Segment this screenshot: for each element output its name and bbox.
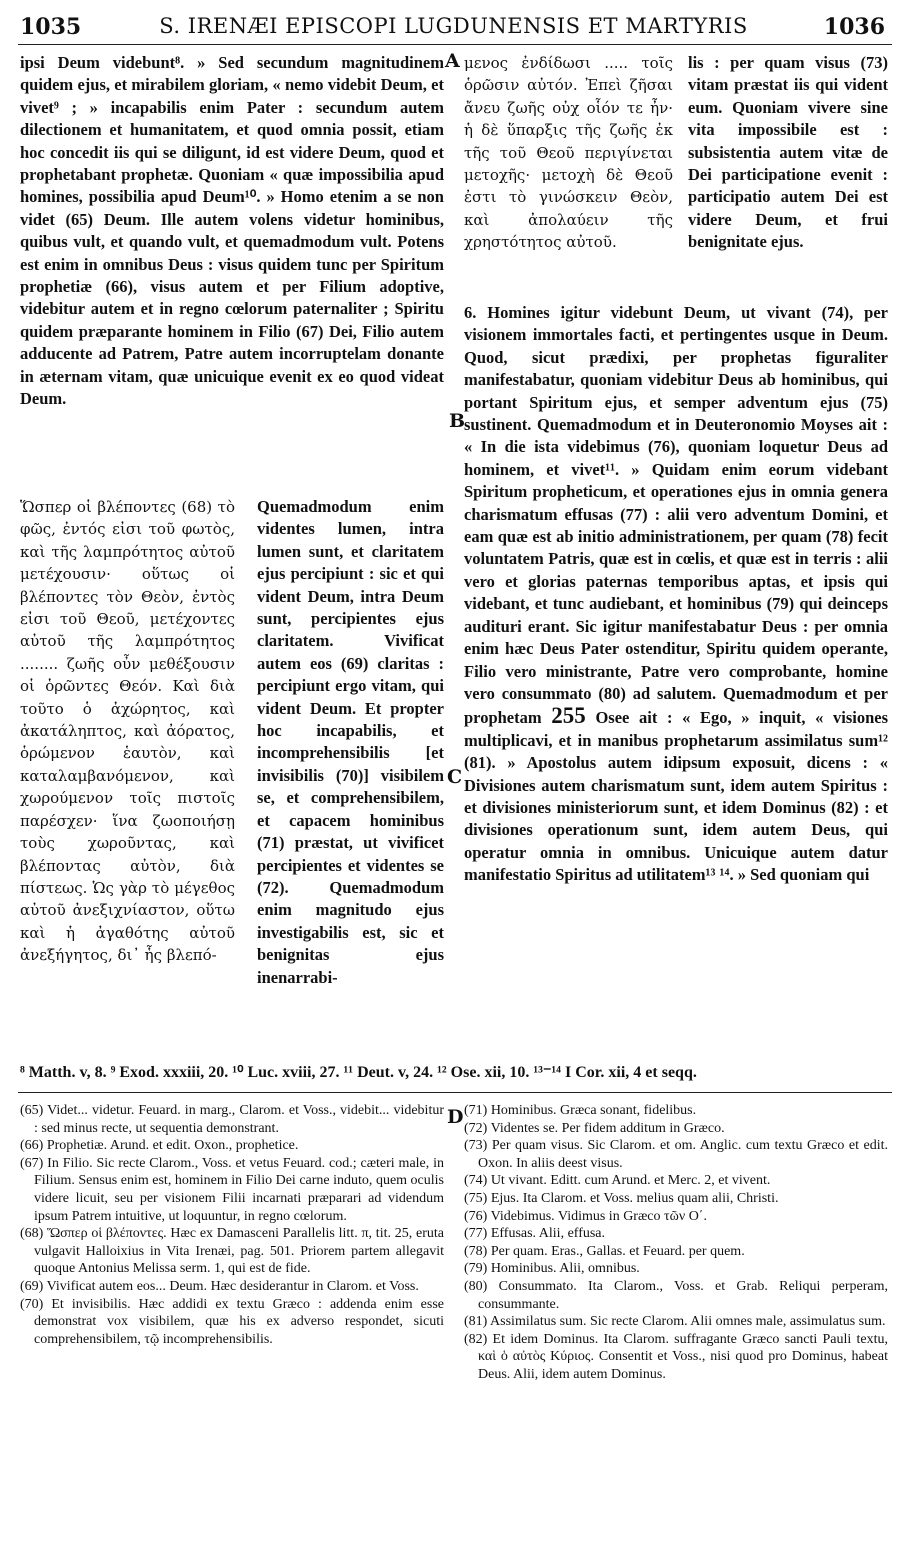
footnote: (68) Ὥσπερ οἱ βλέποντες. Hæc ex Damasceni Parallelis litt. π, tit. 25, eruta vulgavit Halloixius in Vita Irenæi, pag. 501. Priorem partem allegavit quoque Antonius Melissa serm. 1, qui est de fide. [20, 1226, 444, 1277]
scripture-references: ⁸ Matth. v, 8. ⁹ Exod. xxxiii, 20. ¹⁰ Luc. xviii, 27. ¹¹ Deut. v, 24. ¹² Ose. xii, 10. ¹³⁻¹⁴ I Cor. xii, 4 et seqq. [20, 1064, 697, 1081]
footnote: (82) Et idem Dominus. Ita Clarom. suffragante Græco sancti Pauli textu, καὶ ὁ αὐτὸς Κύριος. Consentit et Voss., nisi quod pro Dominus, habeat Deus. Alii, idem autem Dominus. [464, 1331, 888, 1382]
footnote: (79) Hominibus. Alii, omnibus. [464, 1261, 640, 1277]
edition-page-marker: 255 [551, 703, 586, 729]
right-main-text [464, 302, 888, 887]
latin-column-middle: Quemadmodum enim videntes lumen, intra lumen sunt, et claritatem ejus percipiunt : sic et qui vident Deum, intra Deum sunt, percipientes ejus claritatem. Vivificat autem eos (69) claritas : percipiunt ergo vitam, qui vident Deum. Et propter hoc incapabilis, et incomprehensibilis [et invisibilis (70)] visibilem se, et comprehensibilem, et capacem hominibus (71) præstat, ut vivificet percipientes et videntes se (72). Quemadmodum enim magnitudo ejus investigabilis est, sic et benignitas ejus inenarrabi- [257, 497, 444, 987]
footnote: (74) Ut vivant. Editt. cum Arund. et Merc. 2, et vivent. [464, 1173, 771, 1189]
footnote: (78) Per quam. Eras., Gallas. et Feuard. per quem. [464, 1243, 745, 1259]
right-main-text-part1: 6. Homines igitur videbunt Deum, ut vivant (74), per visionem immortales facti, et pertingentes usque in Deum. Quod, sicut prædixi, per prophetas figuraliter manifestabatur, quoniam videbitur Deus ab hominibus, qui portant Spiritum ejus, et semper adventum ejus (75) sustinent. Quemadmodum et in Deuteronomio Moyses ait : « In die ista videbimus (76), quoniam loquetur Deus ad hominem, et vivet¹¹. » Quidam enim eorum videbant Spiritum propheticum, et operationes ejus in omnia genera charismatum effusas (77) : alii vero adventum Domini, et eam quæ est ab initio administrationem, per quam (78) fecit voluntatem Patris, quæ est in cœlis, et quæ est in terris : alii vero et glorias paternas temporibus aptas, et ipsis qui videbant, et tunc audiebant, et hominibus (79) qui deinceps audituri erant. Sic igitur manifestabatur Deus : per omnia enim hæc Deus Pater ostenditur, Spiritu quidem operante, Filio vero ministrante, Patre vero comprobante, homine vero consummato (80) ad salutem. Quemadmodum et per prophetam [464, 303, 888, 728]
footnote: (73) Per quam visus. Sic Clarom. et om. Anglic. cum textu Græco et edit. Oxon. In aliis deest visus. [464, 1138, 888, 1171]
footnote: (66) Prophetiæ. Arund. et edit. Oxon., prophetice. [20, 1138, 299, 1154]
footnote: (72) Videntes se. Per fidem additum in Græco. [464, 1120, 725, 1136]
margin-letter-c: C [447, 766, 463, 788]
footnotes-right [464, 1102, 888, 1384]
page-number-right: 1036 [823, 14, 885, 40]
footnote: (77) Effusas. Alii, effusa. [464, 1226, 606, 1242]
page-title: S. IRENÆI EPISCOPI LUGDUNENSIS ET MARTYRIS [159, 14, 748, 38]
left-main-text: ipsi Deum videbunt⁸. » Sed secundum magnitudinem quidem ejus, et mirabilem gloriam, « nemo videbit Deum, et vivet⁹ ; » incapabilis enim Pater : secundum autem dilectionem et humanitatem, et quod omnia possit, etiam hoc concedit iis qui se diligunt, id est videre Deum, quod et prophetabant prophetæ. Quoniam « quæ impossibilia apud homines, possibilia apud Deum¹⁰. » Homo etenim a se non videt (65) Deum. Ille autem volens videtur hominibus, quibus vult, et quando vult, et quemadmodum vult. Potens est enim in omnibus Deus : visus quidem tunc per Spiritum prophetiæ (66), visus autem et per Filium adoptive, videbitur autem et in regno cœlorum paternaliter ; Spiritu quidem præparante hominem in Filio (67) Dei, Filio autem adducente ad Patrem, Patre autem incorruptelam donante in æternam vitam, quæ unicuique evenit ex eo quod videat Deum. [20, 53, 444, 409]
page-number-left: 1035 [20, 14, 82, 40]
footnote: (75) Ejus. Ita Clarom. et Voss. melius quam alii, Christi. [464, 1190, 779, 1206]
greek-column-left: Ὥσπερ οἱ βλέποντες (68) τὸ φῶς, ἐντός εἰσι τοῦ φωτὸς, καὶ τῆς λαμπρότητος αὐτοῦ μετέχουσιν· οὕτως οἱ βλέποντες τὸν Θεὸν, ἐντὸς εἰσι τοῦ Θεοῦ, μετέχοντες αὐτοῦ τῆς λαμπρότητος ........ ζωῆς οὖν μεθέξουσιν οἱ ὁρῶντες Θεόν. Καὶ διὰ τοῦτο ὁ ἀχώρητος, καὶ ἀκατάληπτος, καὶ ἀόρατος, ὁρώμενον ἑαυτὸν, καὶ καταλαμβανόμενον, καὶ χωρούμενον τοῖς πιστοῖς παρέσχεν· ἵνα ζωοποιήσῃ τοὺς χωροῦντας, καὶ βλέποντας αὐτὸν, διὰ πίστεως. Ὡς γὰρ τὸ μέγεθος αὐτοῦ ἀνεξιχνίαστον, οὕτω καὶ ἡ ἀγαθότης αὐτοῦ ἀνεξήγητος, δι᾽ ἧς βλεπό- [20, 498, 235, 965]
footnote: (80) Consummato. Ita Clarom., Voss. et Grab. Reliqui perperam, consummante. [464, 1278, 888, 1312]
footnote: (71) Hominibus. Græca sonant, fidelibus. [464, 1103, 697, 1118]
margin-letter-d: D [447, 1106, 464, 1128]
footnote: (65) Videt... videtur. Feuard. in marg., Clarom. et Voss., videbit... videbitur : sed minus recte, ut sequentia demonstrant. [20, 1103, 444, 1136]
footnote: (76) Videbimus. Vidimus in Græco τῶν Ο΄. [464, 1208, 707, 1224]
footnote: (67) In Filio. Sic recte Clarom., Voss. et vetus Feuard. cod.; cæteri male, in Filium. Sensus enim est, hominem in Filio Dei carne induto, quem oculis videre licuit, seu per visionem Filii incarnati præparari ad videndum ipsum Patrem intuitive, ut loquuntur, in regno cœlorum. [20, 1155, 444, 1224]
footnotes-left [20, 1102, 444, 1348]
footnote: (81) Assimilatus sum. Sic recte Clarom. Alii omnes male, assimulatus sum. [464, 1314, 886, 1330]
footnote: (69) Vivificat autem eos... Deum. Hæc desiderantur in Clarom. et Voss. [20, 1278, 419, 1294]
latin-column-right-top: lis : per quam visus (73) vitam præstat iis qui vident eum. Quoniam vivere sine vita impossibile est : subsistentia autem vitæ de Dei participatione evenit : participatio autem Dei est videre Deum, et frui benignitate ejus. [688, 53, 888, 252]
greek-column-right: μενος ἐνδίδωσι ..... τοῖς ὁρῶσιν αὐτόν. Ἐπεὶ ζῆσαι ἄνευ ζωῆς οὐχ οἷόν τε ἦν· ἡ δὲ ὕπαρξις τῆς ζωῆς ἐκ τῆς τοῦ Θεοῦ περιγίνεται μετοχῆς· μετοχὴ δὲ Θεοῦ ἐστι τὸ γινώσκειν Θεὸν, καὶ ἀπολαύειν τῆς χρηστότητος αὐτοῦ. [464, 54, 673, 252]
header-rule [18, 44, 892, 45]
notes-rule [18, 1092, 892, 1093]
margin-letter-b: B [449, 410, 466, 432]
right-main-text-part2: Osee ait : « Ego, » inquit, « visiones multiplicavi, et in manibus prophetarum assimilatus sum¹² (81). » Apostolus autem idipsum exposuit, dicens : « Divisiones autem charismatum sunt, idem autem Spiritus : et divisiones ministeriorum sunt, et idem Dominus (82) : et divisiones operationum sunt, idem autem Deus, qui operatur omnia in omnibus. Unicuique autem datur manifestatio Spiritus ad utilitatem¹³ ¹⁴. » Sed quoniam qui [464, 708, 889, 885]
footnote: (70) Et invisibilis. Hæc addidi ex textu Græco : addenda enim esse demonstrat vox visibilem, quæ his ex adverso respondet, sicuti comprehensibilem, τῷ incomprehensibilis. [20, 1296, 444, 1347]
margin-letter-a: A [445, 50, 460, 72]
